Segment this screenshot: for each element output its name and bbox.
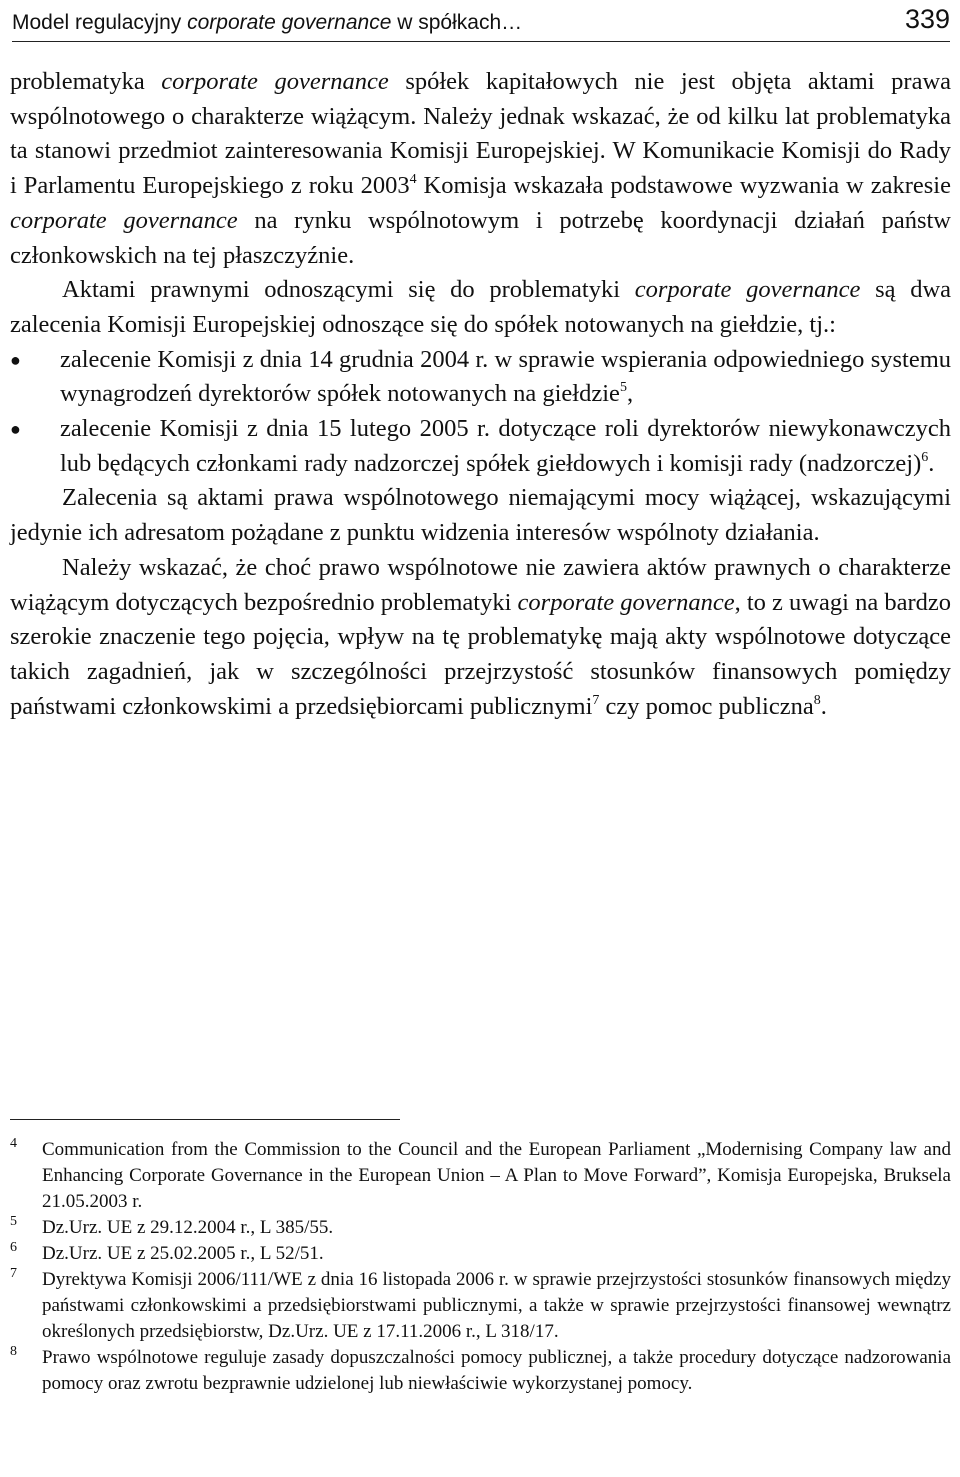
footnote-text: Prawo wspólnotowe reguluje zasady dopuszczalności pomocy publicznej, a także procedury dotyczące nadzorowania pomocy oraz zwrotu bezprawnie udzielonej lub niewłaściwie wykorzystanej pomocy. — [42, 1347, 951, 1394]
footnote-text: Dz.Urz. UE z 25.02.2005 r., L 52/51. — [42, 1243, 324, 1264]
footnote-5 — [10, 1215, 951, 1241]
footnote-separator — [10, 1119, 400, 1120]
running-header — [12, 0, 950, 42]
paragraph-2: Aktami prawnymi odnoszącymi się do problematyki corporate governance są dwa zalecenia Komisji Europejskiej odnoszące się do spółek notowanych na giełdzie, tj.: — [10, 276, 952, 338]
footnote-number: 5 — [10, 1214, 17, 1229]
footnote-ref-6[interactable]: 6 — [921, 449, 929, 465]
list-item: ● zalecenie Komisji z dnia 14 grudnia 2004 r. w sprawie wspierania odpowiedniego systemu wynagrodzeń dyrektorów spółek notowanych na giełdzie$^5$, — [10, 343, 951, 412]
footnote-number: 8 — [10, 1344, 17, 1359]
footnote-text: Dyrektywa Komisji 2006/111/WE z dnia 16 listopada 2006 r. w sprawie przejrzystości stosunków finansowych między państwami członkowskimi a przedsiębiorstwami publicznymi, a także w sprawie przejrzystości finansowej wewnątrz określonych przedsiębiorstw, Dz.Urz. UE z 17.11.2006 r., L 318/17. — [42, 1269, 951, 1342]
footnote-ref-7[interactable]: 7 — [592, 692, 600, 708]
bullet-icon: ● — [10, 419, 21, 440]
footnote-ref-8[interactable]: 8 — [813, 692, 821, 708]
paragraph-3: Zalecenia są aktami prawa wspólnotowego niemającymi mocy wiążącej, wskazującymi jedynie ich adresatom pożądane z punktu widzenia interesów wspólnoty działania. — [10, 484, 951, 547]
footnote-4 — [10, 1137, 951, 1215]
footnote-text: Communication from the Commission to the Council and the European Parliament „Modernising Company law and Enhancing Corporate Governance in the European Union – A Plan to Move Forward”, Komisja Europejska, Bruksela 21.05.2003 r. — [42, 1139, 951, 1212]
paragraph-1: problematyka corporate governance spółek kapitałowych nie jest objęta aktami prawa wspólnotowego o charakterze wiążącym. Należy jednak wskazać, że od kilku lat problematyka ta stanowi przedmiot zainteresowania Komisji Europejskiej. W Komunikacie Komisji do Rady i Parlamentu Europejskiego z roku 2003$^4$ Komisja wskazała podstawowe wyzwania w zakresie corporate governance na rynku wspólnotowym i potrzebę koordynacji działań państw członkowskich na tej płaszczyźnie. — [10, 68, 952, 269]
footnote-8 — [10, 1345, 951, 1397]
running-title-italic: corporate governance — [187, 11, 392, 34]
running-title: Model regulacyjny corporate governance w spółkach… — [12, 11, 523, 34]
recommendations-list — [10, 343, 951, 482]
bullet-icon: ● — [10, 349, 21, 370]
paragraph-4: Należy wskazać, że choć prawo wspólnotowe nie zawiera aktów prawnych o charakterze wiążącym dotyczących bezpośrednio problematyki corporate governance, to z uwagi na bardzo szerokie znaczenie tego pojęcia, wpływ na tę problematykę mają akty wspólnotowe dotyczące takich zagadnień, jak w szczególności przejrzystość stosunków finansowych pomiędzy państwami członkowskimi a przedsiębiorcami publicznymi$^7$ czy pomoc publiczna$^8$. — [10, 553, 951, 720]
page-number: 339 — [904, 4, 950, 34]
footnote-ref-5[interactable]: 5 — [619, 380, 627, 396]
footnote-number: 4 — [10, 1136, 17, 1151]
footnote-7 — [10, 1267, 951, 1345]
list-item: ● zalecenie Komisji z dnia 15 lutego 2005 r. dotyczące roli dyrektorów niewykonawczych lub będących członkami rady nadzorczej spółek giełdowych i komisji rady (nadzorczej)$^6$. — [10, 412, 951, 481]
footnote-text: Dz.Urz. UE z 29.12.2004 r., L 385/55. — [42, 1217, 334, 1238]
footnote-number: 7 — [10, 1266, 17, 1281]
footnote-6 — [10, 1241, 951, 1267]
footnotes — [10, 1137, 951, 1397]
footnote-ref-4[interactable]: 4 — [409, 172, 417, 188]
main-text — [10, 65, 951, 724]
footnote-number: 6 — [10, 1240, 17, 1255]
